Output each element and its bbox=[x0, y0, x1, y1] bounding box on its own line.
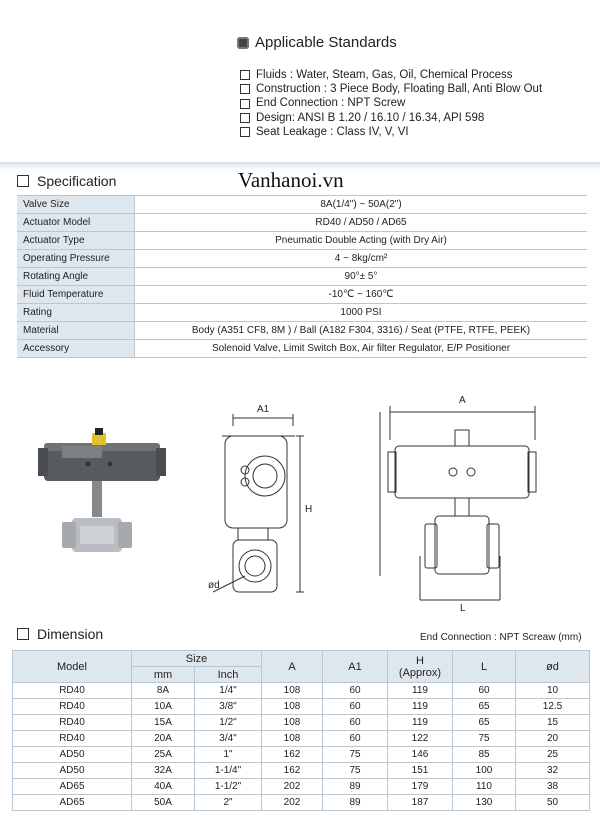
h-dimension-label: H bbox=[305, 504, 313, 515]
list-item: Fluids : Water, Steam, Gas, Oil, Chemical Process bbox=[240, 68, 542, 82]
col-od: ød bbox=[516, 651, 590, 683]
table-cell: 75 bbox=[453, 731, 516, 747]
table-cell: 20A bbox=[132, 731, 195, 747]
table-cell: 151 bbox=[388, 763, 453, 779]
table-cell: 75 bbox=[323, 763, 388, 779]
table-row: Valve Size 8A(1/4") ~ 50A(2") bbox=[17, 196, 587, 214]
specification-table bbox=[17, 195, 587, 358]
table-cell: RD40 bbox=[13, 731, 132, 747]
col-model: Model bbox=[13, 651, 132, 683]
table-row: Operating Pressure 4 ~ 8kg/cm² bbox=[17, 250, 587, 268]
table-cell: 202 bbox=[262, 779, 323, 795]
table-cell: 10A bbox=[132, 699, 195, 715]
table-header-row bbox=[13, 651, 590, 667]
a1-dimension-label: A1 bbox=[257, 404, 270, 415]
table-cell: 3/8" bbox=[195, 699, 262, 715]
checkbox-icon bbox=[240, 99, 250, 109]
col-mm: mm bbox=[132, 667, 195, 683]
list-item: Construction : 3 Piece Body, Floating Ball, Anti Blow Out bbox=[240, 82, 542, 96]
watermark: Vanhanoi.vn bbox=[238, 168, 344, 192]
side-view-drawing bbox=[213, 414, 304, 592]
table-row: Actuator Model RD40 / AD50 / AD65 bbox=[17, 214, 587, 232]
standards-heading bbox=[237, 34, 397, 51]
table-cell: AD50 bbox=[13, 747, 132, 763]
table-row bbox=[13, 747, 590, 763]
table-cell: AD50 bbox=[13, 763, 132, 779]
table-cell: 119 bbox=[388, 715, 453, 731]
table-row bbox=[13, 763, 590, 779]
table-cell: 25 bbox=[516, 747, 590, 763]
list-item: End Connection : NPT Screw bbox=[240, 96, 542, 110]
table-cell: 202 bbox=[262, 795, 323, 811]
table-row bbox=[13, 683, 590, 699]
table-cell: 162 bbox=[262, 763, 323, 779]
valve-drawings bbox=[0, 378, 600, 618]
table-cell: 12.5 bbox=[516, 699, 590, 715]
table-cell: RD40 bbox=[13, 699, 132, 715]
list-item: Design: ANSI B 1.20 / 16.10 / 16.34, API 598 bbox=[240, 111, 542, 125]
table-cell: 146 bbox=[388, 747, 453, 763]
checkbox-icon bbox=[240, 70, 250, 80]
table-cell: 1-1/2" bbox=[195, 779, 262, 795]
table-cell: 2" bbox=[195, 795, 262, 811]
list-item: Seat Leakage : Class IV, V, VI bbox=[240, 125, 542, 139]
table-cell: 130 bbox=[453, 795, 516, 811]
col-h: H (Approx) bbox=[388, 651, 453, 683]
table-row bbox=[13, 795, 590, 811]
table-cell: 15 bbox=[516, 715, 590, 731]
table-cell: 60 bbox=[323, 715, 388, 731]
a-dimension-label: A bbox=[459, 395, 466, 406]
dimension-heading bbox=[17, 626, 103, 642]
table-cell: 110 bbox=[453, 779, 516, 795]
table-row: Rotating Angle 90°± 5° bbox=[17, 268, 587, 286]
valve-photo bbox=[38, 428, 166, 552]
table-cell: 3/4" bbox=[195, 731, 262, 747]
standards-list bbox=[240, 68, 542, 139]
table-row: Fluid Temperature -10℃ ~ 160℃ bbox=[17, 286, 587, 304]
table-cell: 10 bbox=[516, 683, 590, 699]
checkbox-icon bbox=[240, 113, 250, 123]
table-row bbox=[13, 699, 590, 715]
table-cell: 50A bbox=[132, 795, 195, 811]
table-cell: 119 bbox=[388, 683, 453, 699]
table-cell: 108 bbox=[262, 731, 323, 747]
standards-title: Applicable Standards bbox=[255, 34, 397, 51]
table-cell: 75 bbox=[323, 747, 388, 763]
table-cell: 25A bbox=[132, 747, 195, 763]
table-row: Material Body (A351 CF8, 8M ) / Ball (A182 F304, 3316) / Seat (PTFE, RTFE, PEEK) bbox=[17, 322, 587, 340]
table-cell: 50 bbox=[516, 795, 590, 811]
checkbox-icon bbox=[240, 127, 250, 137]
table-cell: 1/4" bbox=[195, 683, 262, 699]
table-cell: 89 bbox=[323, 779, 388, 795]
table-cell: 179 bbox=[388, 779, 453, 795]
table-cell: 20 bbox=[516, 731, 590, 747]
col-size: Size bbox=[132, 651, 262, 667]
table-cell: 1" bbox=[195, 747, 262, 763]
table-cell: 100 bbox=[453, 763, 516, 779]
table-cell: 65 bbox=[453, 699, 516, 715]
table-cell: 65 bbox=[453, 715, 516, 731]
table-row: Accessory Solenoid Valve, Limit Switch Box, Air filter Regulator, E/P Positioner bbox=[17, 340, 587, 358]
table-cell: 60 bbox=[323, 683, 388, 699]
table-cell: 8A bbox=[132, 683, 195, 699]
table-row bbox=[13, 779, 590, 795]
table-cell: 108 bbox=[262, 699, 323, 715]
table-cell: 1-1/4" bbox=[195, 763, 262, 779]
checkbox-icon bbox=[17, 628, 29, 640]
col-inch: Inch bbox=[195, 667, 262, 683]
table-cell: AD65 bbox=[13, 795, 132, 811]
dimension-table bbox=[12, 650, 590, 811]
dimension-table-body bbox=[13, 683, 590, 811]
table-cell: 60 bbox=[323, 731, 388, 747]
front-view-drawing bbox=[380, 406, 536, 600]
od-dimension-label: ød bbox=[208, 580, 220, 591]
table-cell: 119 bbox=[388, 699, 453, 715]
specification-title: Specification bbox=[37, 173, 117, 189]
end-connection-note: End Connection : NPT Screaw (mm) bbox=[420, 632, 582, 643]
col-a1: A1 bbox=[323, 651, 388, 683]
table-cell: 108 bbox=[262, 715, 323, 731]
table-cell: 60 bbox=[453, 683, 516, 699]
col-l: L bbox=[453, 651, 516, 683]
table-row: Actuator Type Pneumatic Double Acting (with Dry Air) bbox=[17, 232, 587, 250]
table-cell: 60 bbox=[323, 699, 388, 715]
l-dimension-label: L bbox=[460, 603, 466, 614]
table-cell: 40A bbox=[132, 779, 195, 795]
table-cell: 15A bbox=[132, 715, 195, 731]
checkbox-icon bbox=[240, 84, 250, 94]
table-cell: RD40 bbox=[13, 683, 132, 699]
table-cell: 122 bbox=[388, 731, 453, 747]
table-row bbox=[13, 731, 590, 747]
table-cell: 108 bbox=[262, 683, 323, 699]
table-row bbox=[13, 715, 590, 731]
table-cell: AD65 bbox=[13, 779, 132, 795]
col-a: A bbox=[262, 651, 323, 683]
table-cell: 32A bbox=[132, 763, 195, 779]
dimension-title: Dimension bbox=[37, 626, 104, 642]
table-cell: 38 bbox=[516, 779, 590, 795]
table-row: Rating 1000 PSI bbox=[17, 304, 587, 322]
table-cell: 1/2" bbox=[195, 715, 262, 731]
table-cell: 187 bbox=[388, 795, 453, 811]
table-cell: 85 bbox=[453, 747, 516, 763]
specification-heading bbox=[17, 173, 116, 189]
table-cell: 162 bbox=[262, 747, 323, 763]
bullet-icon bbox=[237, 37, 249, 49]
table-cell: RD40 bbox=[13, 715, 132, 731]
table-cell: 89 bbox=[323, 795, 388, 811]
checkbox-icon bbox=[17, 175, 29, 187]
table-cell: 32 bbox=[516, 763, 590, 779]
